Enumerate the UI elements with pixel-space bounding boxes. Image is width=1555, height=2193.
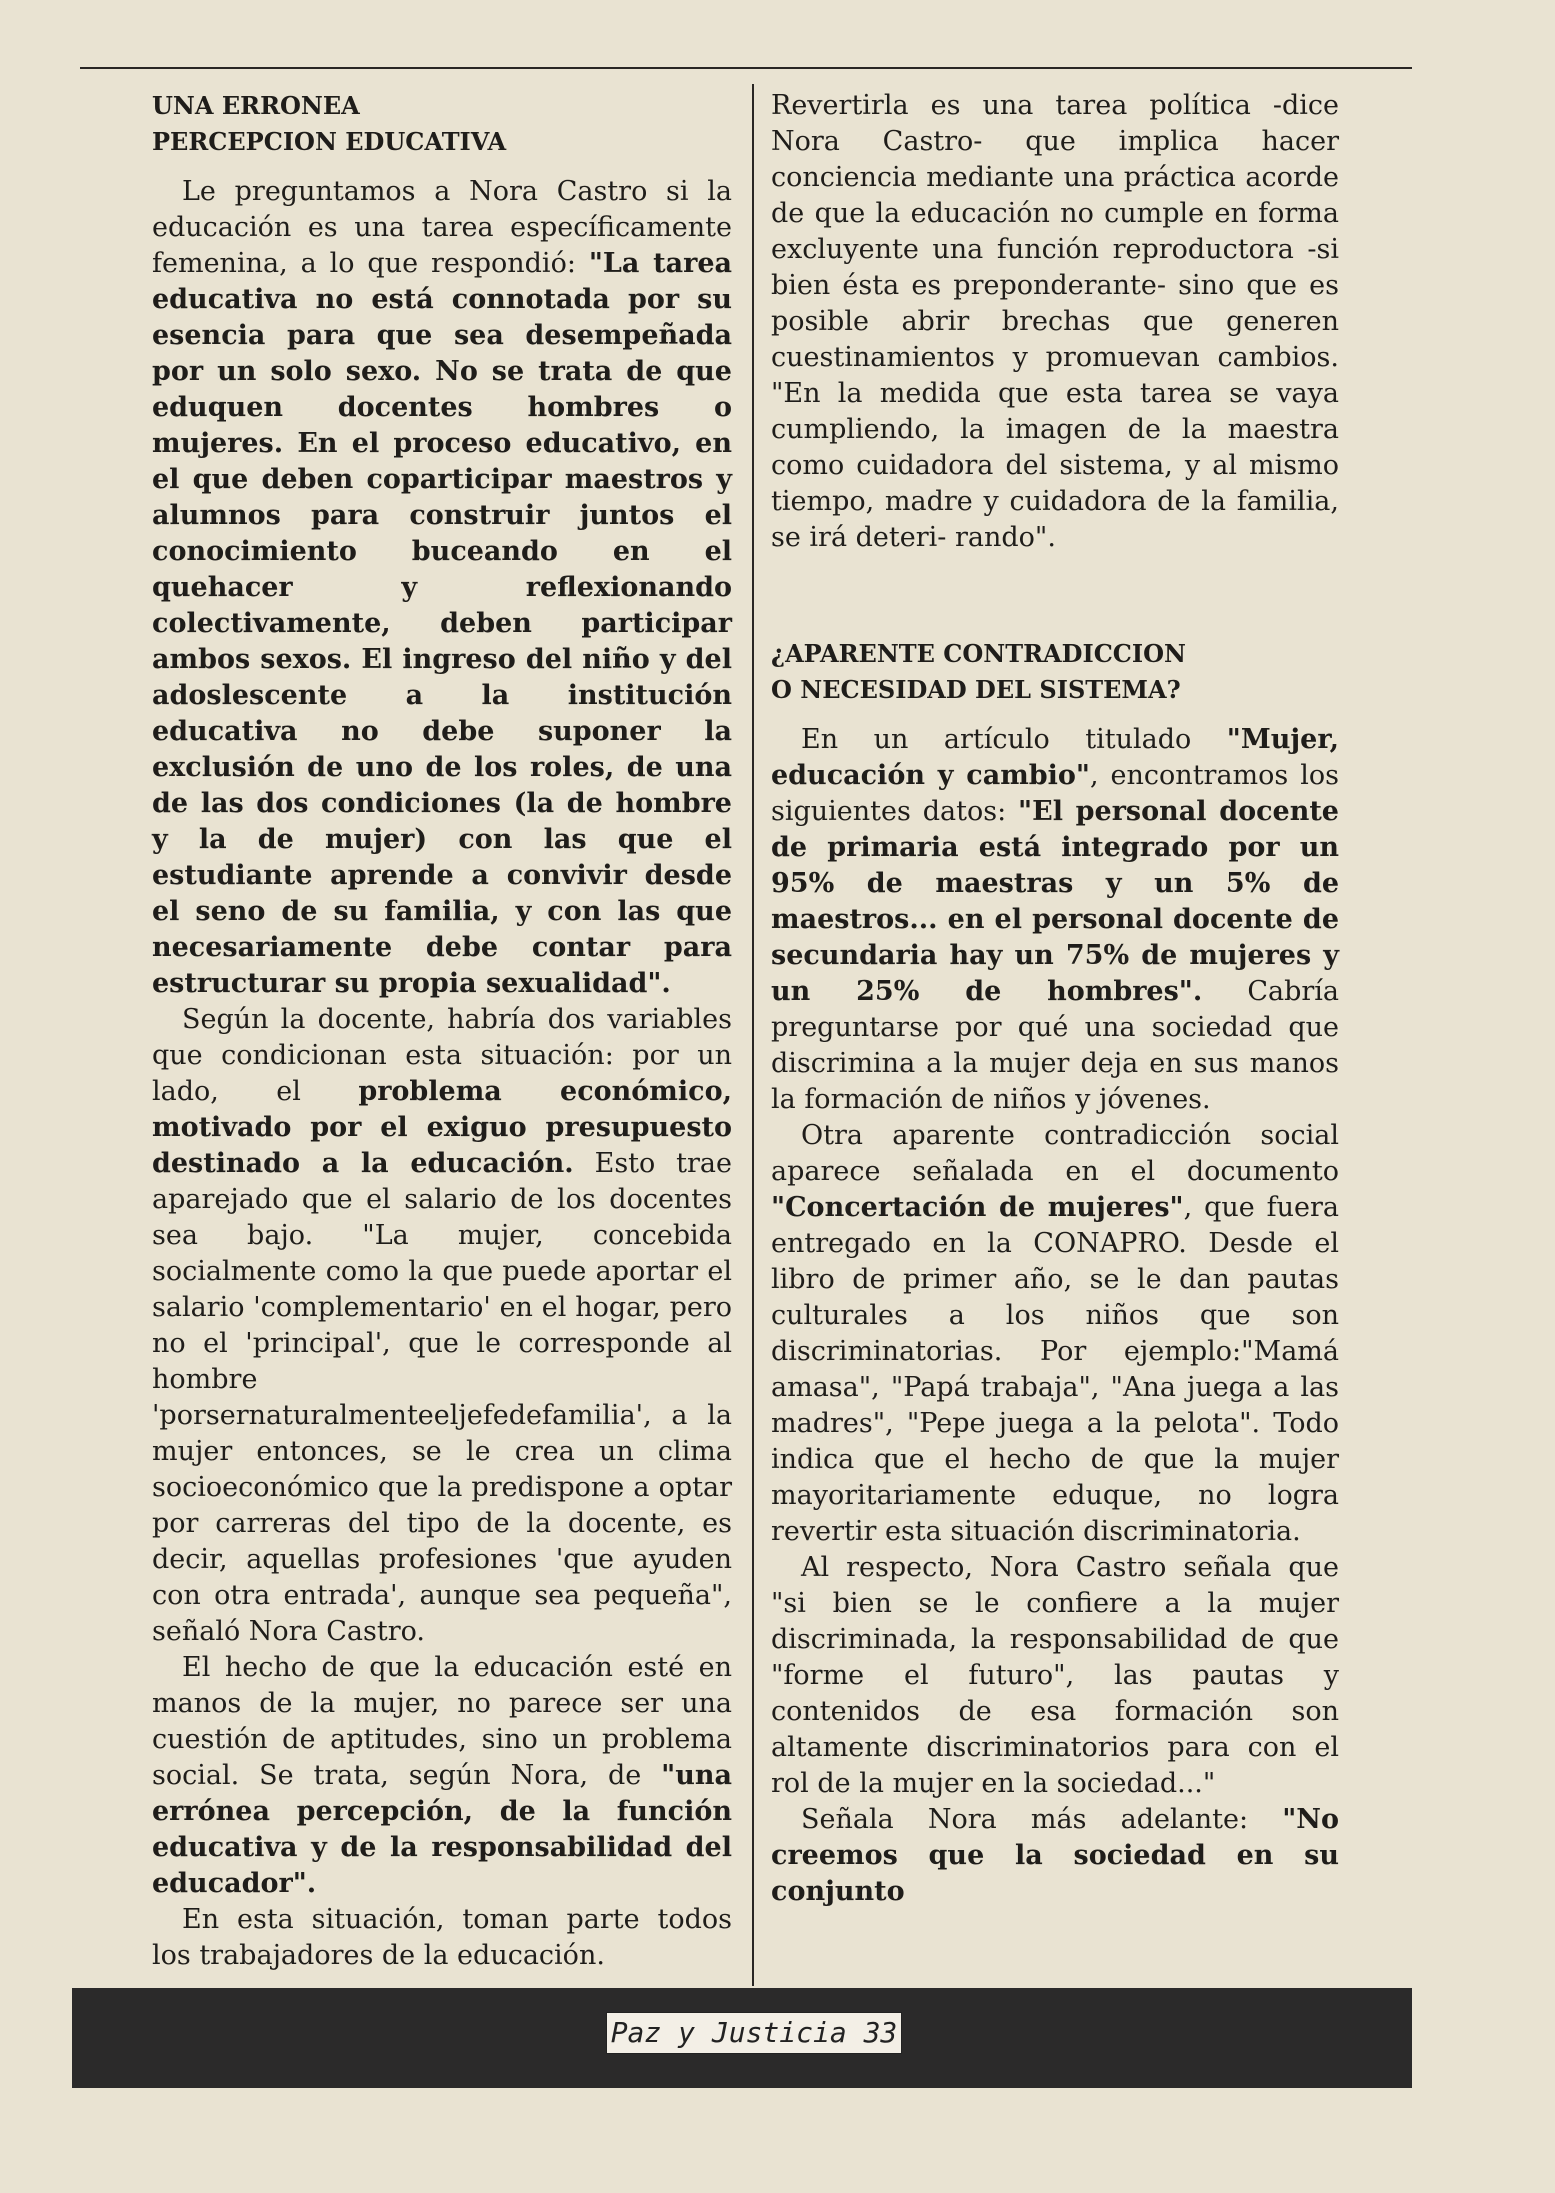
footer-page-label: Paz y Justicia 33 <box>606 2012 902 2054</box>
paragraph <box>771 1118 1339 1550</box>
section-heading-1 <box>152 88 732 160</box>
quote-bold: "La tarea educativa no está connotada por su esencia para que sea desempeñada por un solo sexo. No se trata de que eduquen docentes hombres o mujeres. En el proceso educativo, en el que deben coparticipar maestros y alumnos para construir juntos el conocimiento buceando en el quehacer y reflexionando colectivamente, deben participar ambos sexos. El ingreso del niño y del adoslescente a la institución educativa no debe suponer la exclusión de uno de los roles, de una de las dos condiciones (la de hombre y la de mujer) con las que el estudiante aprende a convivir desde el seno de su familia, y con las que necesariamente debe contar para estructurar su propia sexualidad". <box>152 248 733 999</box>
paragraph: Revertirla es una tarea política -dice Nora Castro- que implica hacer conciencia mediante una práctica acorde de que la educación no cumple en forma excluyente una función reproductora -si bien ésta es preponderante- sino que es posible abrir brechas que generen cuestinamientos y promuevan cambios. "En la medida que esta tarea se vaya cumpliendo, la imagen de la maestra como cuidadora del sistema, y al mismo tiempo, madre y cuidadora de la familia, se irá deteri- rando". <box>771 90 1339 553</box>
quote-bold: "El personal docente de primaria está integrado por un 95% de maestras y un 5% de maestros... en el personal docente de secundaria hay un 75% de mujeres y un 25% de hombres". <box>771 796 1339 1007</box>
left-column <box>152 88 732 1974</box>
paragraph <box>152 174 732 1002</box>
right-column <box>771 88 1339 1910</box>
paragraph <box>771 1802 1339 1910</box>
paragraph <box>152 1002 732 1650</box>
heading-line: PERCEPCION EDUCATIVA <box>152 127 507 156</box>
text: , que fuera entregado en la CONAPRO. Desde el libro de primer año, se le dan pautas culturales a los niños que son discriminatorias. Por ejemplo:"Mamá amasa", "Papá trabaja", "Ana juega a las madres", "Pepe juega a la pelota". Todo indica que el hecho de que la mujer mayoritariamente eduque, no logra revertir esta situación discriminatoria. <box>771 1192 1339 1547</box>
text-bold: problema económico, motivado por el exiguo presupuesto destinado a la educación. <box>152 1076 732 1179</box>
paragraph: Al respecto, Nora Castro señala que "si bien se le confiere a la mujer discriminada, la responsabilidad de que "forme el futuro", las pautas y contenidos de esa formación son altamente discriminatorios para con el rol de la mujer en la sociedad..." <box>771 1552 1339 1799</box>
text: Señala Nora más adelante: <box>801 1804 1283 1835</box>
paragraph: En esta situación, toman parte todos los trabajadores de la educación. <box>152 1904 732 1971</box>
title-bold: "Concertación de mujeres" <box>771 1192 1184 1223</box>
text: El hecho de que la educación esté en manos de la mujer, no parece ser una cuestión de aptitudes, sino un problema social. Se trata, según Nora, de <box>152 1652 732 1791</box>
heading-line: UNA ERRONEA <box>152 91 360 120</box>
quote-bold: "una errónea percepción, de la función educativa y de la responsabilidad del educador". <box>152 1760 732 1899</box>
text: Según la docente, habría dos variables que condicionan esta situación: por un lado, el <box>152 1004 732 1107</box>
paragraph <box>771 722 1339 1118</box>
text: , encontramos los siguientes datos: <box>771 760 1339 827</box>
heading-line: ¿APARENTE CONTRADICCION <box>771 639 1186 668</box>
heading-line: O NECESIDAD DEL SISTEMA? <box>771 675 1181 704</box>
text: Cabría preguntarse por qué una sociedad que discrimina a la mujer deja en sus manos la formación de niños y jóvenes. <box>771 976 1339 1115</box>
text: Esto trae aparejado que el salario de los docentes sea bajo. "La mujer, concebida socialmente como la que puede aportar el salario 'complementario' en el hogar, pero no el 'principal', que le corresponde al hombre 'porsernaturalmenteeljefedefamilia', a la mujer entonces, se le crea un clima socioeconómico que la predispone a optar por carreras del tipo de la docente, es decir, aquellas profesiones 'que ayuden con otra entrada', aunque sea pequeña", señaló Nora Castro. <box>152 1148 732 1647</box>
paragraph <box>152 1650 732 1902</box>
text: En un artículo titulado <box>801 724 1227 755</box>
text: Otra aparente contradicción social aparece señalada en el documento <box>771 1120 1339 1187</box>
column-divider <box>752 84 754 1986</box>
title-bold: "Mujer, educación y cambio" <box>771 724 1339 791</box>
text: Le preguntamos a Nora Castro si la educación es una tarea específicamente femenina, a lo que respondió: <box>152 176 732 279</box>
section-heading-2 <box>771 636 1339 708</box>
top-rule <box>80 67 1412 69</box>
quote-bold: "No creemos que la sociedad en su conjunto <box>771 1804 1339 1907</box>
